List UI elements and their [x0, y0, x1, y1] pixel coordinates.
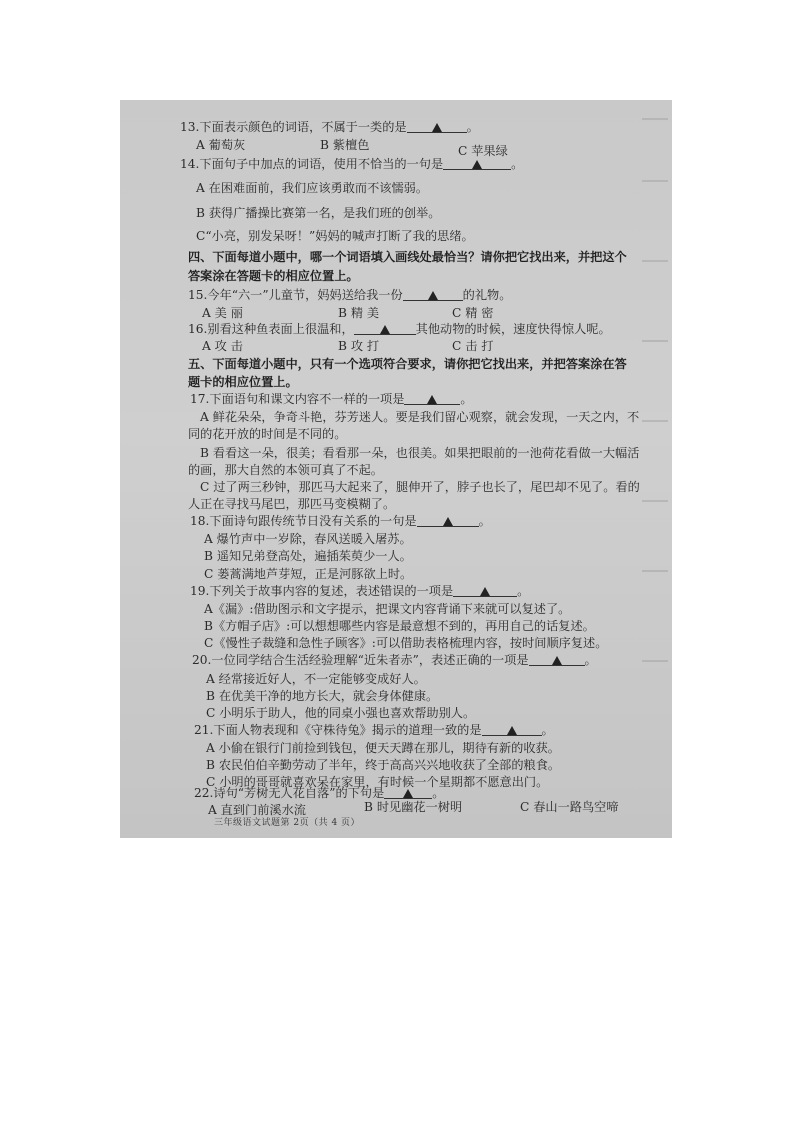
triangle-icon: [432, 123, 442, 132]
section-4-heading: 四、下面每道小题中，哪一个词语填入画线处最恰当？请你把它找出来，并把这个: [188, 250, 627, 264]
bleed-through-mark: [642, 660, 668, 662]
bleed-through-mark: [642, 340, 668, 342]
bleed-through-mark: [642, 500, 668, 502]
triangle-icon: [507, 726, 517, 735]
triangle-icon: [428, 291, 438, 300]
bleed-through-mark: [642, 260, 668, 262]
question-19-option-c: C《慢性子裁缝和急性子顾客》:可以借助表格梳理内容，按时间顺序复述。: [204, 636, 608, 650]
question-15-stem: 15.今年“六一”儿童节，妈妈送给我一份 的礼物。: [188, 288, 512, 302]
question-17-option-c-cont: 人正在寻找马尾巴，那匹马变模糊了。: [188, 497, 396, 511]
option-a: A 攻 击: [202, 339, 243, 353]
question-16-stem: 16.别看这种鱼表面上很温和， 其他动物的时候，速度快得惊人呢。: [188, 322, 611, 336]
question-21-option-b: B 农民伯伯辛勤劳动了半年，终于高高兴兴地收获了全部的粮食。: [206, 758, 561, 772]
option-a: A 葡萄灰: [196, 138, 246, 152]
question-17-option-b: B 看看这一朵，很美；看看那一朵，也很美。如果把眼前的一池荷花看做一大幅活: [200, 446, 640, 460]
triangle-icon: [380, 325, 390, 334]
question-22-stem: 22.诗句“芳树无人花自落”的下句是 。: [194, 786, 445, 800]
option-a: A 直到门前溪水流: [208, 803, 306, 817]
bleed-through-mark: [642, 420, 668, 422]
triangle-icon: [480, 587, 490, 596]
option-b: B 精 美: [338, 306, 380, 320]
page-footer: 三年级语文试题第 2页（共 4 页）: [214, 818, 361, 828]
answer-blank: [417, 514, 479, 527]
question-21-stem: 21.下面人物表现和《守株待兔》揭示的道理一致的是 。: [194, 723, 554, 737]
question-14-option-a: A 在困难面前，我们应该勇敢而不该懦弱。: [196, 181, 429, 195]
bleed-through-mark: [642, 180, 668, 182]
option-b: B 时见幽花一树明: [364, 800, 463, 814]
option-c: C 精 密: [452, 306, 494, 320]
bleed-through-mark: [642, 118, 668, 120]
section-4-heading-cont: 答案涂在答题卡的相应位置上。: [188, 269, 359, 283]
answer-blank: [404, 392, 460, 405]
answer-blank: [453, 584, 517, 597]
question-20-option-c: C 小明乐于助人，他的同桌小强也喜欢帮助别人。: [206, 706, 476, 720]
question-19-option-a: A《漏》:借助图示和文字提示，把课文内容背诵下来就可以复述了。: [204, 602, 571, 616]
question-13-stem: 13.下面表示颜色的词语，不属于一类的是 。: [180, 120, 479, 134]
question-17-option-b-cont: 的画，那大自然的本领可真了不起。: [188, 463, 383, 477]
question-14-option-b: B 获得广播操比赛第一名，是我们班的创举。: [196, 206, 441, 220]
answer-blank: [443, 157, 511, 170]
answer-blank: [403, 288, 463, 301]
question-20-option-a: A 经常接近好人，不一定能够变成好人。: [206, 672, 426, 686]
bleed-through-mark: [642, 570, 668, 572]
question-18-option-c: C 蒌蒿满地芦芽短，正是河豚欲上时。: [204, 567, 413, 581]
answer-blank: [384, 786, 432, 799]
answer-blank: [482, 723, 542, 736]
triangle-icon: [552, 656, 562, 665]
question-17-option-a: A 鲜花朵朵，争奇斗艳，芬芳迷人。要是我们留心观察，就会发现，一天之内，不: [200, 410, 640, 424]
triangle-icon: [443, 517, 453, 526]
triangle-icon: [472, 160, 482, 169]
question-20-option-b: B 在优美干净的地方长大，就会身体健康。: [206, 689, 439, 703]
triangle-icon: [403, 789, 413, 798]
option-a: A 美 丽: [202, 306, 243, 320]
option-b: B 紫檀色: [320, 138, 370, 152]
question-14-stem: 14.下面句子中加点的词语，使用不恰当的一句是 。: [180, 157, 524, 171]
answer-blank: [354, 322, 416, 335]
question-19-option-b: B《方帽子店》:可以想想哪些内容是最意想不到的，再用自己的话复述。: [204, 619, 595, 633]
answer-blank: [529, 653, 585, 666]
option-c: C 春山一路鸟空啼: [520, 800, 619, 814]
question-17-stem: 17.下面语句和课文内容不一样的一项是 。: [190, 392, 473, 406]
section-5-heading-cont: 题卡的相应位置上。: [188, 375, 298, 389]
question-18-option-b: B 遥知兄弟登高处，遍插茱萸少一人。: [204, 549, 412, 563]
question-19-stem: 19.下列关于故事内容的复述，表述错误的一项是 。: [190, 584, 530, 598]
section-5-heading: 五、下面每道小题中，只有一个选项符合要求，请你把它找出来，并把答案涂在答: [188, 357, 627, 371]
option-c: C 苹果绿: [458, 144, 508, 158]
answer-blank: [407, 120, 467, 133]
question-17-option-a-cont: 同的花开放的时间是不同的。: [188, 427, 347, 441]
question-18-stem: 18.下面诗句跟传统节日没有关系的一句是 。: [190, 514, 491, 528]
option-b: B 攻 打: [338, 339, 380, 353]
question-14-option-c: C“小亮，别发呆呀！”妈妈的喊声打断了我的思绪。: [196, 229, 474, 243]
question-21-option-a: A 小偷在银行门前捡到钱包，便天天蹲在那儿，期待有新的收获。: [206, 741, 560, 755]
question-21-option-c: C 小明的哥哥就喜欢呆在家里，有时候一个星期都不愿意出门。: [206, 775, 549, 789]
option-c: C 击 打: [452, 339, 494, 353]
triangle-icon: [427, 395, 437, 404]
question-18-option-a: A 爆竹声中一岁除，春风送暖入屠苏。: [204, 532, 412, 546]
question-20-stem: 20.一位同学结合生活经验理解“近朱者赤”，表述正确的一项是 。: [192, 653, 597, 667]
question-17-option-c: C 过了两三秒钟，那匹马大起来了，腿伸开了，脖子也长了，尾巴却不见了。看的: [200, 480, 640, 494]
